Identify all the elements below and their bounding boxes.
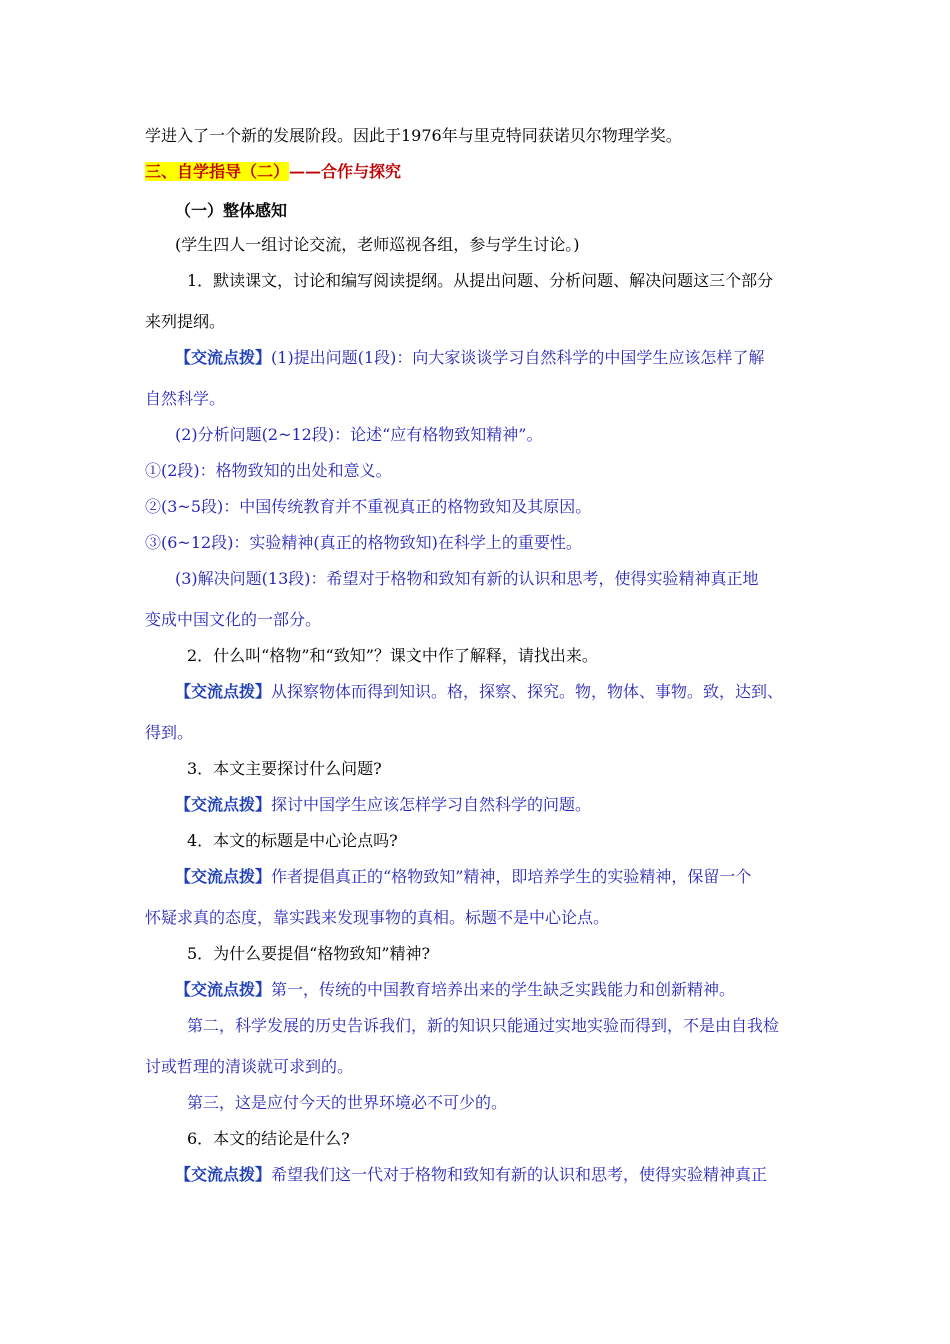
exchange-tip-tag: 【交流点拨】 xyxy=(175,867,272,886)
answer-line: (2)分析问题(2~12段)：论述“应有格物致知精神”。 xyxy=(175,425,543,444)
answer-line: 讨或哲理的清谈就可求到的。 xyxy=(145,1057,354,1076)
answer-text: 从探察物体而得到知识。格，探察、探究。物，物体、事物。致，达到、 xyxy=(271,682,784,701)
answer-line: 得到。 xyxy=(145,723,194,742)
exchange-tip-tag: 【交流点拨】 xyxy=(175,795,272,814)
answer-1 xyxy=(175,347,830,369)
question-2: 2．什么叫“格物”和“致知”？课文中作了解释，请找出来。 xyxy=(187,646,598,665)
paragraph-line: (学生四人一组讨论交流，老师巡视各组，参与学生讨论。) xyxy=(175,235,580,254)
subsection-heading: （一）整体感知 xyxy=(175,201,288,220)
question-3: 3．本文主要探讨什么问题? xyxy=(187,759,382,778)
answer-2 xyxy=(175,681,830,703)
answer-5 xyxy=(175,979,830,1001)
answer-line: 第二，科学发展的历史告诉我们，新的知识只能通过实地实验而得到，不是由自我检 xyxy=(187,1016,780,1035)
answer-line: ①(2段)：格物致知的出处和意义。 xyxy=(145,461,392,480)
answer-text: 第一，传统的中国教育培养出来的学生缺乏实践能力和创新精神。 xyxy=(271,980,736,999)
answer-6 xyxy=(175,1164,830,1186)
question-6: 6．本文的结论是什么? xyxy=(187,1129,350,1148)
exchange-tip-tag: 【交流点拨】 xyxy=(175,348,272,367)
section-heading xyxy=(145,161,830,183)
answer-4 xyxy=(175,866,830,888)
answer-line: 第三，这是应付今天的世界环境必不可少的。 xyxy=(187,1093,508,1112)
answer-line: ③(6~12段)：实验精神(真正的格物致知)在科学上的重要性。 xyxy=(145,533,582,552)
exchange-tip-tag: 【交流点拨】 xyxy=(175,1165,272,1184)
answer-line: (3)解决问题(13段)：希望对于格物和致知有新的认识和思考，使得实验精神真正地 xyxy=(175,569,759,588)
question-4: 4．本文的标题是中心论点吗? xyxy=(187,831,398,850)
exchange-tip-tag: 【交流点拨】 xyxy=(175,682,272,701)
answer-3 xyxy=(175,794,830,816)
answer-line: 怀疑求真的态度，靠实践来发现事物的真相。标题不是中心论点。 xyxy=(145,908,610,927)
answer-text: 希望我们这一代对于格物和致知有新的认识和思考，使得实验精神真正 xyxy=(271,1165,768,1184)
paragraph-line: 来列提纲。 xyxy=(145,312,226,331)
question-5: 5．为什么要提倡“格物致知”精神? xyxy=(187,944,431,963)
answer-text: 探讨中国学生应该怎样学习自然科学的问题。 xyxy=(271,795,592,814)
answer-line: 变成中国文化的一部分。 xyxy=(145,610,322,629)
paragraph-line: 学进入了一个新的发展阶段。因此于1976年与里克特同获诺贝尔物理学奖。 xyxy=(145,126,682,145)
exchange-tip-tag: 【交流点拨】 xyxy=(175,980,272,999)
answer-line: ②(3~5段)：中国传统教育并不重视真正的格物致知及其原因。 xyxy=(145,497,592,516)
answer-line: 自然科学。 xyxy=(145,389,226,408)
answer-text: 作者提倡真正的“格物致知”精神，即培养学生的实验精神，保留一个 xyxy=(271,867,752,886)
answer-text: (1)提出问题(1段)：向大家谈谈学习自然科学的中国学生应该怎样了解 xyxy=(271,348,765,367)
section-heading-highlight: 三、自学指导（二） xyxy=(145,162,290,181)
question-1: 1．默读课文，讨论和编写阅读提纲。从提出问题、分析问题、解决问题这三个部分 xyxy=(187,271,774,290)
section-heading-rest: ——合作与探究 xyxy=(289,162,402,181)
